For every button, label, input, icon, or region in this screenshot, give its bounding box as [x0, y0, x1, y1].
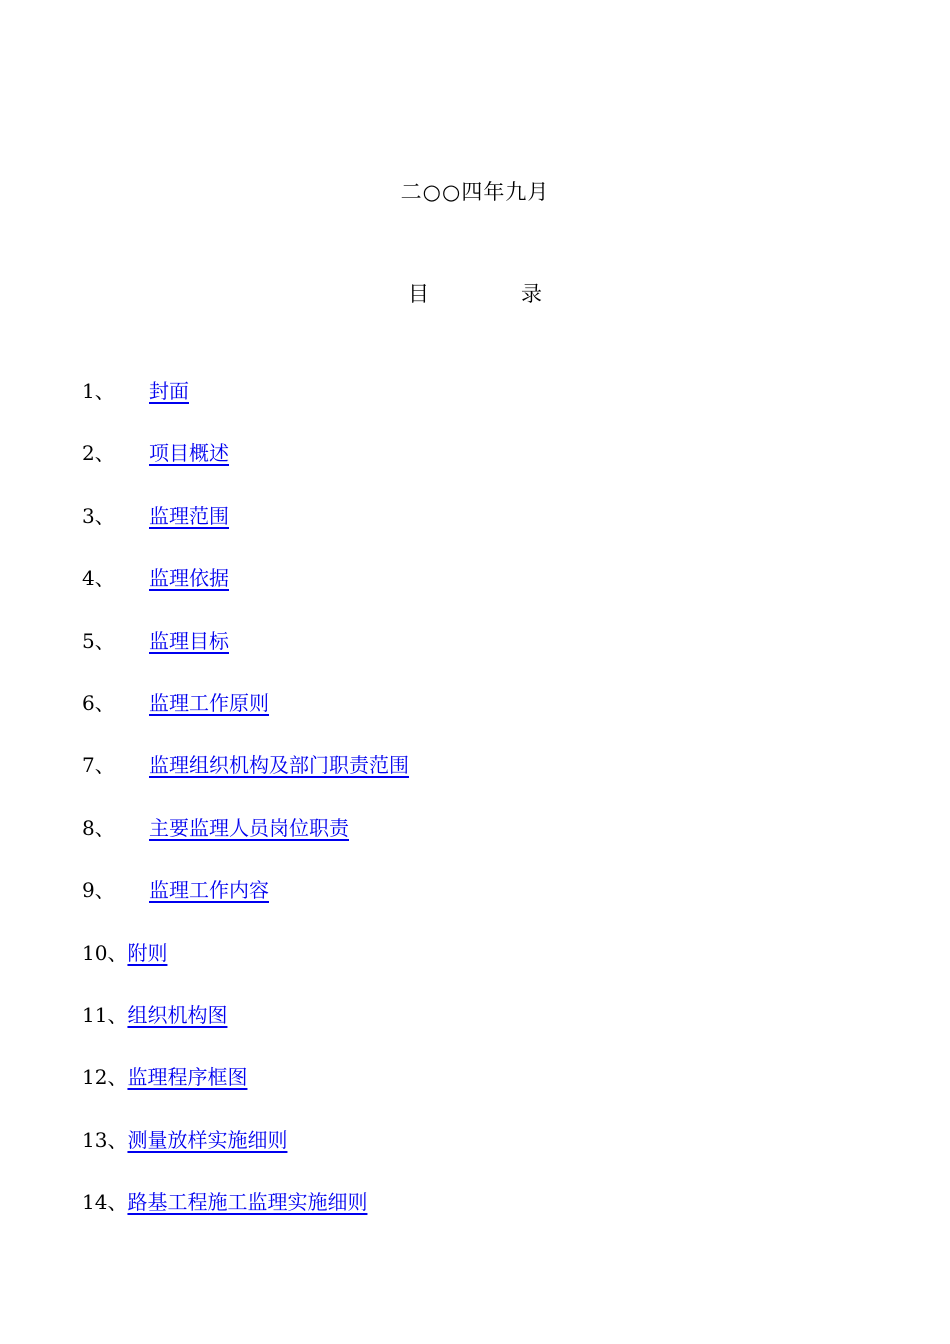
- toc-link-survey-layout-rules[interactable]: 测量放样实施细则: [127, 1127, 288, 1152]
- toc-number: 3、: [82, 503, 115, 528]
- toc-link-subgrade-supervision-rules[interactable]: 路基工程施工监理实施细则: [127, 1190, 368, 1215]
- toc-heading: [0, 278, 950, 308]
- toc-link-staff-responsibilities[interactable]: 主要监理人员岗位职责: [149, 815, 349, 840]
- toc-number: 13、: [82, 1127, 128, 1152]
- toc-item-13: [82, 1125, 409, 1187]
- toc-link-work-content[interactable]: 监理工作内容: [149, 878, 269, 903]
- document-date: 二○○四年九月: [400, 180, 550, 204]
- toc-number: 2、: [82, 441, 115, 466]
- toc-number: 12、: [82, 1065, 128, 1090]
- toc-item-5: [82, 626, 409, 688]
- toc-link-supervision-goals[interactable]: 监理目标: [149, 628, 229, 653]
- toc-number: 5、: [82, 628, 115, 653]
- toc-link-cover[interactable]: 封面: [149, 379, 189, 403]
- toc-link-appendix-rules[interactable]: 附则: [127, 940, 168, 965]
- toc-link-work-principles[interactable]: 监理工作原则: [149, 690, 269, 715]
- toc-heading-left: 目: [408, 282, 429, 306]
- toc-item-10: [82, 938, 409, 1000]
- toc-link-supervision-basis[interactable]: 监理依据: [149, 566, 229, 591]
- toc-item-4: [82, 563, 409, 625]
- toc-item-3: [82, 501, 409, 563]
- toc-number: 11、: [82, 1002, 128, 1027]
- toc-number: 1、: [82, 379, 115, 403]
- toc-item-8: [82, 813, 409, 875]
- toc-link-organization-duties[interactable]: 监理组织机构及部门职责范围: [149, 753, 409, 778]
- toc-item-7: [82, 750, 409, 812]
- toc-heading-right: 录: [521, 282, 542, 306]
- toc-item-14: [82, 1187, 409, 1249]
- toc-item-9: [82, 875, 409, 937]
- toc-item-1: [82, 376, 409, 438]
- toc-number: 14、: [82, 1190, 128, 1215]
- toc-link-project-overview[interactable]: 项目概述: [149, 441, 229, 466]
- toc-link-procedure-flowchart[interactable]: 监理程序框图: [127, 1065, 248, 1090]
- toc-number: 9、: [82, 878, 115, 903]
- toc-item-6: [82, 688, 409, 750]
- toc-number: 4、: [82, 566, 115, 591]
- toc-item-11: [82, 1000, 409, 1062]
- toc-link-supervision-scope[interactable]: 监理范围: [149, 503, 229, 528]
- toc-link-org-chart[interactable]: 组织机构图: [127, 1002, 228, 1027]
- toc-number: 7、: [82, 753, 115, 778]
- toc-item-2: [82, 438, 409, 500]
- toc-list: [82, 376, 409, 1249]
- toc-number: 8、: [82, 815, 115, 840]
- toc-number: 6、: [82, 690, 115, 715]
- toc-number: 10、: [82, 940, 128, 965]
- toc-item-12: [82, 1062, 409, 1124]
